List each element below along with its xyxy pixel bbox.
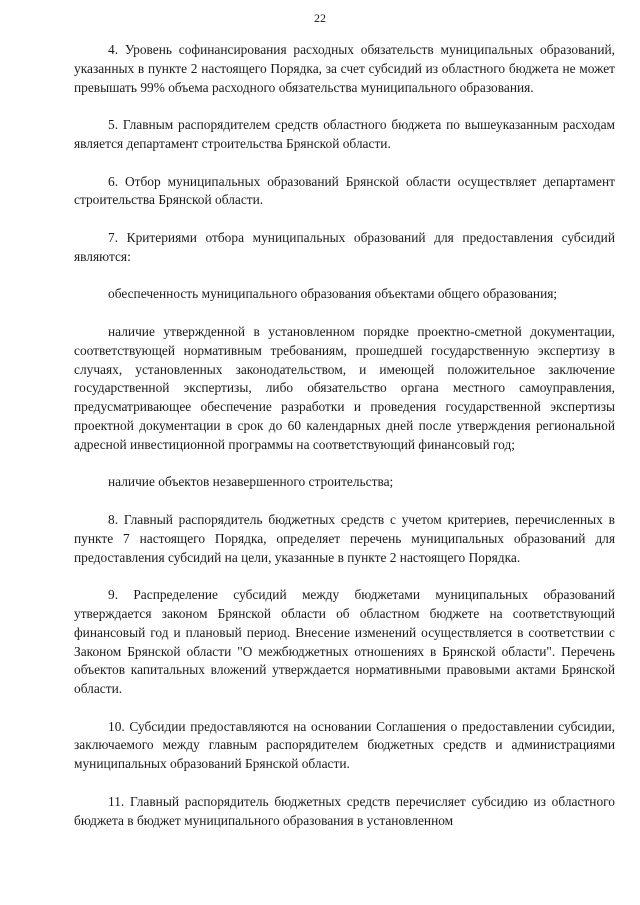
paragraph-8: 8. Главный распорядитель бюджетных средств с учетом критериев, перечисленных в пункте 7 настоящего Порядка, определяет перечень муниципальных образований для предоставления субсидий на цели, указанные в пункте 2 настоящего Порядка.: [74, 511, 615, 565]
document-body: [74, 41, 615, 849]
criterion-1: обеспеченность муниципального образования объектами общего образования;: [108, 286, 558, 302]
paragraph-10: 10. Субсидии предоставляются на основании Соглашения о предоставлении субсидии, заключаемого между главным распорядителем бюджетных средств и администрациями муниципальных образований Брянской области.: [74, 718, 615, 772]
paragraph-6: 6. Отбор муниципальных образований Брянской области осуществляет департамент строительства Брянской области.: [74, 173, 615, 208]
criterion-2: наличие утвержденной в установленном порядке проектно-сметной документации, соответствующей нормативным требованиям, прошедшей государственную экспертизу в случаях, установленных законодательством, и имеющей положительное заключение государственной экспертизы, либо обязательство органа местного самоуправления, предусматривающее обеспечение разработки и проведения государственной экспертизы проектной документации в срок до 60 календарных дней после утверждения региональной адресной инвестиционной программы на соответствующий финансовый год;: [74, 323, 615, 452]
paragraph-9: 9. Распределение субсидий между бюджетами муниципальных образований утверждается законом Брянской области об областном бюджете на соответствующий финансовый год и плановый период. Внесение изменений осуществляется в соответствии с Законом Брянской области "О межбюджетных отношениях в Брянской области". Перечень объектов капитальных вложений утверждается нормативными правовыми актами Брянской области.: [74, 587, 615, 697]
page-number: 22: [314, 11, 326, 25]
paragraph-11: 11. Главный распорядитель бюджетных средств перечисляет субсидию из областного бюджета в бюджет муниципального образования в установленном: [74, 793, 615, 828]
paragraph-4: 4. Уровень софинансирования расходных обязательств муниципальных образований, указанных в пункте 2 настоящего Порядка, за счет субсидий из областного бюджета не может превышать 99% объема расходного обязательства муниципального образования.: [74, 42, 615, 95]
paragraph-7: 7. Критериями отбора муниципальных образований для предоставления субсидий являются:: [74, 229, 615, 264]
paragraph-5: 5. Главным распорядителем средств областного бюджета по вышеуказанным расходам является департамент строительства Брянской области.: [74, 117, 615, 151]
criterion-3: наличие объектов незавершенного строительства;: [108, 474, 394, 490]
